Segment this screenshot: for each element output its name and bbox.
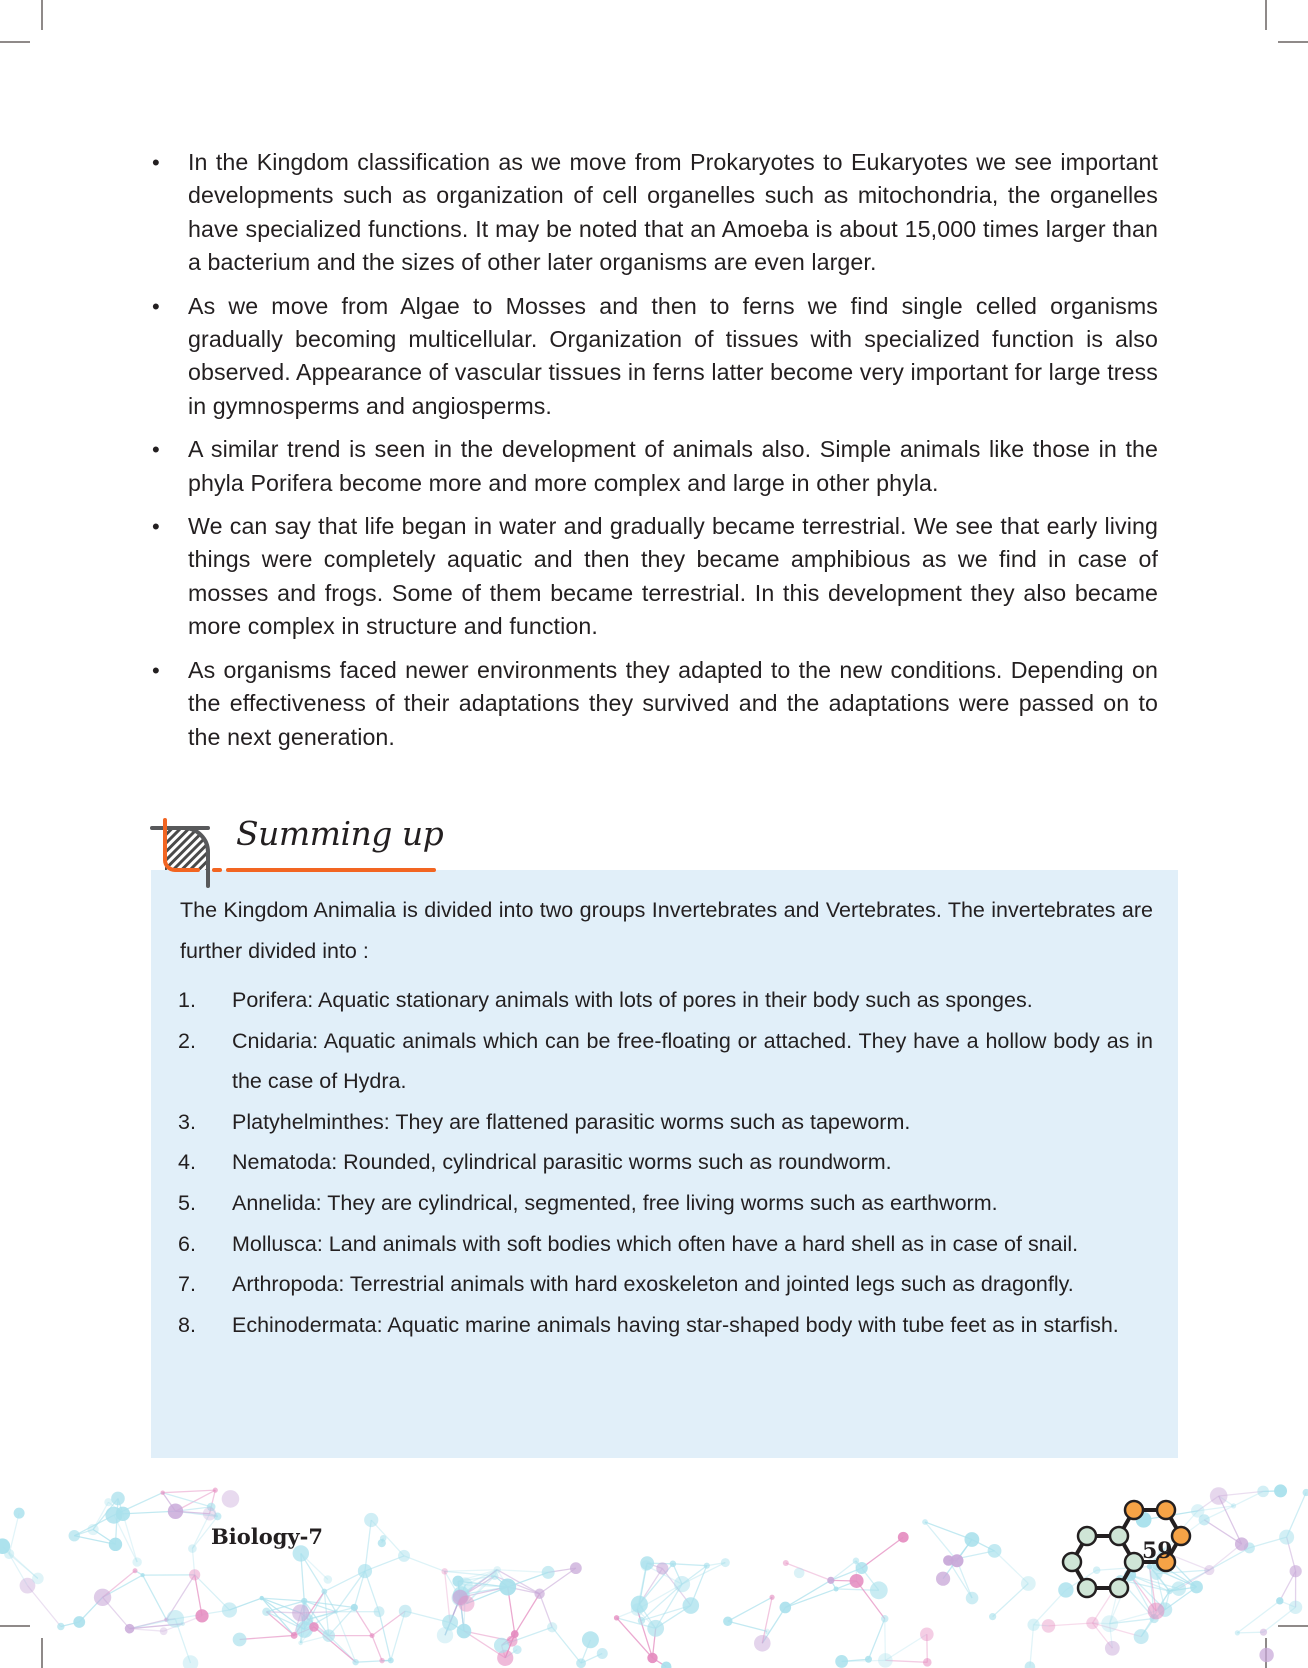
list-text: Nematoda: Rounded, cylindrical parasitic worms such as roundworm. bbox=[232, 1150, 892, 1175]
network-node bbox=[160, 1491, 164, 1495]
bullet-icon: • bbox=[152, 150, 160, 175]
network-node bbox=[827, 1577, 834, 1584]
summing-up-title: Summing up bbox=[236, 814, 444, 853]
network-node bbox=[352, 1659, 358, 1665]
network-node bbox=[881, 1615, 888, 1622]
network-link bbox=[266, 1612, 294, 1636]
network-node bbox=[379, 1658, 384, 1663]
network-node bbox=[856, 1562, 868, 1574]
network-node bbox=[534, 1589, 544, 1599]
network-link bbox=[379, 1612, 391, 1661]
bullet-item bbox=[152, 433, 1158, 500]
network-link bbox=[515, 1594, 540, 1634]
list-item bbox=[178, 1305, 1153, 1346]
network-node bbox=[513, 1645, 522, 1654]
network-link bbox=[728, 1621, 767, 1631]
list-number: 1. bbox=[178, 988, 196, 1012]
list-text: Annelida: They are cylindrical, segmented, free living worms such as earthworm. bbox=[232, 1190, 998, 1215]
molecule-node bbox=[1110, 1579, 1128, 1597]
key-points-list bbox=[152, 146, 1158, 764]
network-link bbox=[336, 1571, 365, 1612]
network-node bbox=[878, 1653, 893, 1668]
network-node bbox=[582, 1631, 599, 1648]
network-node bbox=[189, 1569, 200, 1580]
network-link bbox=[1237, 1632, 1263, 1633]
network-node bbox=[1259, 1648, 1273, 1662]
network-node bbox=[1021, 1576, 1036, 1591]
network-node bbox=[1086, 1617, 1098, 1629]
network-node bbox=[1027, 1619, 1039, 1631]
network-node bbox=[683, 1597, 700, 1614]
network-node bbox=[1235, 1537, 1248, 1550]
network-node bbox=[576, 1658, 586, 1668]
bullet-item bbox=[152, 146, 1158, 280]
summing-up-heading bbox=[148, 808, 448, 888]
network-node bbox=[499, 1578, 516, 1595]
network-node bbox=[104, 1498, 112, 1506]
list-number: 3. bbox=[178, 1109, 196, 1134]
network-link bbox=[163, 1490, 216, 1493]
network-link bbox=[372, 1636, 382, 1661]
network-node bbox=[491, 1572, 499, 1580]
bullet-text: We can say that life began in water and gradually became terrestrial. We see that early living things were completely aquatic and then they became amphibious as we find in case of mosses and frogs. Some of them became terrestrial. In this development they also became more complex in structure and function. bbox=[188, 513, 1158, 640]
network-link bbox=[404, 1556, 445, 1571]
molecule-node bbox=[1110, 1527, 1128, 1545]
network-link bbox=[540, 1594, 553, 1627]
network-node bbox=[1290, 1565, 1302, 1577]
network-link bbox=[9, 1513, 19, 1554]
network-node bbox=[457, 1624, 472, 1639]
network-link bbox=[673, 1564, 707, 1566]
network-node bbox=[399, 1605, 412, 1618]
summary-box bbox=[151, 870, 1178, 1458]
network-node bbox=[1274, 1484, 1287, 1497]
list-item bbox=[178, 1224, 1153, 1265]
bullet-icon: • bbox=[152, 514, 160, 540]
list-item bbox=[178, 1021, 1153, 1102]
network-node bbox=[721, 1558, 730, 1567]
list-text: Porifera: Aquatic stationary animals with lots of pores in their body such as sponges. bbox=[232, 988, 1033, 1012]
network-node bbox=[203, 1507, 216, 1520]
network-node bbox=[898, 1532, 909, 1543]
molecule-node bbox=[1157, 1501, 1175, 1519]
bullet-text: As we move from Algae to Mosses and then to ferns we find single celled organisms gradually becoming multicellular. Organization of tissues with specialized function is also observed. Appearance of vascular tissues in ferns latter become very important for large tress in gymnosperms and angiosperms. bbox=[188, 292, 1158, 419]
network-node bbox=[670, 1560, 677, 1567]
network-node bbox=[850, 1574, 864, 1588]
network-node bbox=[835, 1655, 848, 1668]
list-text: Platyhelminthes: They are flattened parasitic worms such as tapeworm. bbox=[232, 1109, 911, 1134]
network-node bbox=[704, 1563, 710, 1569]
network-node bbox=[597, 1648, 608, 1659]
network-node bbox=[57, 1623, 64, 1630]
network-link bbox=[868, 1619, 884, 1660]
network-node bbox=[631, 1596, 648, 1613]
network-node bbox=[298, 1641, 303, 1646]
network-node bbox=[1235, 1630, 1240, 1635]
network-node bbox=[988, 1544, 1002, 1558]
network-node bbox=[370, 1633, 375, 1638]
network-node bbox=[1210, 1487, 1228, 1505]
network-node bbox=[638, 1617, 645, 1624]
bullet-icon: • bbox=[152, 293, 160, 319]
network-link bbox=[143, 1575, 167, 1620]
network-node bbox=[754, 1635, 771, 1652]
network-node bbox=[292, 1604, 309, 1621]
molecule-node bbox=[1078, 1579, 1096, 1597]
network-node bbox=[614, 1615, 619, 1620]
network-node bbox=[769, 1595, 774, 1600]
network-node bbox=[920, 1627, 934, 1641]
bullet-item bbox=[152, 654, 1158, 754]
network-node bbox=[183, 1655, 199, 1668]
network-node bbox=[358, 1564, 372, 1578]
list-text: Cnidaria: Aquatic animals which can be free-floating or attached. They have a hollow body as in the case of Hydra. bbox=[232, 1028, 1153, 1094]
bullet-text: In the Kingdom classification as we move from Prokaryotes to Eukaryotes we see important developments such as organization of cell organelles such as mitochondria, the organelles have specialized functions. It may be noted that an Amoeba is about 15,000 times larger than a bacterium and the sizes of other later organisms are even larger. bbox=[188, 149, 1158, 276]
invertebrate-list bbox=[178, 980, 1153, 1345]
list-item bbox=[178, 1142, 1153, 1183]
network-node bbox=[922, 1519, 928, 1525]
network-node bbox=[437, 1627, 453, 1643]
bullet-item bbox=[152, 510, 1158, 644]
list-number: 8. bbox=[178, 1312, 196, 1337]
network-node bbox=[783, 1560, 789, 1566]
list-item bbox=[178, 980, 1153, 1021]
network-node bbox=[309, 1622, 319, 1632]
network-node bbox=[1303, 1489, 1308, 1496]
network-link bbox=[1237, 1601, 1279, 1633]
molecule-node bbox=[1172, 1527, 1190, 1545]
crop-mark-top-left-v bbox=[41, 0, 43, 30]
bullet-item bbox=[152, 290, 1158, 424]
network-node bbox=[125, 1624, 135, 1634]
network-node bbox=[1025, 1661, 1036, 1668]
network-node bbox=[640, 1556, 654, 1570]
molecule-hexagon-icon bbox=[1050, 1498, 1200, 1618]
list-item bbox=[178, 1183, 1153, 1224]
network-node bbox=[222, 1602, 237, 1617]
list-item bbox=[178, 1102, 1153, 1143]
network-node bbox=[181, 1622, 185, 1626]
network-node bbox=[94, 1589, 111, 1606]
bullet-text: As organisms faced newer environments they adapted to the new conditions. Depending on the effectiveness of their adaptations they survived and the adaptations were passed on to the next generation. bbox=[188, 656, 1158, 750]
network-node bbox=[1134, 1629, 1149, 1644]
network-link bbox=[1030, 1625, 1034, 1667]
molecule-node bbox=[1063, 1553, 1081, 1571]
list-item bbox=[178, 1264, 1153, 1305]
network-node bbox=[966, 1592, 979, 1605]
network-node bbox=[542, 1566, 555, 1579]
network-node bbox=[324, 1575, 333, 1584]
network-node bbox=[351, 1604, 358, 1611]
network-node bbox=[291, 1632, 298, 1639]
network-node bbox=[334, 1609, 338, 1613]
network-node bbox=[570, 1562, 582, 1574]
list-number: 2. bbox=[178, 1028, 196, 1053]
network-node bbox=[674, 1576, 690, 1592]
network-node bbox=[388, 1657, 394, 1663]
network-link bbox=[365, 1520, 371, 1571]
bullet-icon: • bbox=[152, 657, 160, 683]
list-number: 4. bbox=[178, 1150, 196, 1175]
network-node bbox=[374, 1606, 385, 1617]
network-link bbox=[123, 1511, 176, 1514]
network-node bbox=[116, 1507, 130, 1521]
network-node bbox=[764, 1629, 769, 1634]
network-node bbox=[1289, 1601, 1302, 1614]
network-node bbox=[262, 1608, 270, 1616]
network-node bbox=[14, 1508, 25, 1519]
network-link bbox=[786, 1563, 831, 1580]
network-node bbox=[1260, 1629, 1267, 1636]
network-link bbox=[1209, 1548, 1249, 1570]
network-node bbox=[1276, 1597, 1283, 1604]
network-link bbox=[728, 1597, 772, 1621]
page-number: 59 bbox=[1142, 1538, 1173, 1564]
network-node bbox=[647, 1620, 664, 1637]
network-node bbox=[160, 1627, 168, 1635]
network-node bbox=[547, 1622, 557, 1632]
list-number: 6. bbox=[178, 1231, 196, 1256]
list-text: Arthropoda: Terrestrial animals with hard exoskeleton and jointed legs such as dragonfly. bbox=[232, 1272, 1074, 1297]
bullet-icon: • bbox=[152, 437, 160, 463]
book-title: Biology-7 bbox=[211, 1524, 323, 1549]
network-node bbox=[168, 1504, 183, 1519]
network-node bbox=[780, 1602, 792, 1614]
network-node bbox=[943, 1555, 954, 1566]
molecule-node bbox=[1078, 1527, 1096, 1545]
network-node bbox=[1042, 1619, 1056, 1633]
network-link bbox=[862, 1537, 903, 1568]
crop-mark-top-right-v bbox=[1265, 0, 1267, 30]
network-node bbox=[1105, 1641, 1120, 1656]
network-node bbox=[1231, 1503, 1236, 1508]
network-node bbox=[865, 1656, 872, 1663]
network-node bbox=[132, 1557, 141, 1566]
network-node bbox=[834, 1586, 839, 1591]
network-node bbox=[260, 1596, 264, 1600]
network-node bbox=[213, 1488, 218, 1493]
network-node bbox=[222, 1490, 240, 1508]
network-node bbox=[656, 1562, 668, 1574]
list-number: 5. bbox=[178, 1190, 196, 1215]
network-node bbox=[870, 1581, 888, 1599]
network-node bbox=[494, 1638, 509, 1653]
network-node bbox=[989, 1613, 996, 1620]
network-node bbox=[794, 1568, 805, 1579]
network-node bbox=[141, 1573, 145, 1577]
network-node bbox=[936, 1572, 950, 1586]
list-number: 7. bbox=[178, 1272, 196, 1297]
network-node bbox=[964, 1532, 979, 1547]
network-node bbox=[322, 1629, 335, 1642]
network-link bbox=[130, 1629, 164, 1632]
network-node bbox=[321, 1589, 327, 1595]
network-link bbox=[304, 1601, 354, 1608]
network-link bbox=[371, 1520, 404, 1556]
list-text: Mollusca: Land animals with soft bodies which often have a hard shell as in case of snail. bbox=[232, 1231, 1079, 1256]
network-node bbox=[364, 1513, 378, 1527]
network-node bbox=[723, 1617, 732, 1626]
network-node bbox=[111, 1492, 125, 1506]
network-node bbox=[647, 1653, 657, 1663]
network-node bbox=[458, 1596, 474, 1612]
network-node bbox=[188, 1544, 197, 1553]
network-node bbox=[398, 1550, 410, 1562]
network-link bbox=[391, 1611, 405, 1660]
network-link bbox=[445, 1570, 498, 1572]
network-node bbox=[923, 1658, 932, 1667]
network-link bbox=[356, 1660, 391, 1662]
list-text: Echinodermata: Aquatic marine animals having star-shaped body with tube feet as in starfish. bbox=[232, 1312, 1119, 1337]
network-link bbox=[27, 1586, 60, 1627]
network-node bbox=[69, 1530, 80, 1541]
network-link bbox=[497, 1570, 548, 1573]
network-node bbox=[661, 1661, 671, 1668]
bullet-text: A similar trend is seen in the development of animals also. Simple animals like those in the phyla Porifera become more and more complex and large in other phyla. bbox=[188, 436, 1158, 496]
network-node bbox=[195, 1609, 208, 1622]
network-node bbox=[32, 1573, 44, 1585]
network-link bbox=[552, 1627, 581, 1663]
network-node bbox=[1204, 1565, 1214, 1575]
molecule-node bbox=[1125, 1553, 1143, 1571]
summary-intro: The Kingdom Animalia is divided into two groups Invertebrates and Vertebrates. The invertebrates are further divided into : bbox=[180, 898, 1153, 963]
network-node bbox=[233, 1633, 247, 1647]
network-link bbox=[885, 1634, 926, 1660]
network-node bbox=[133, 1568, 138, 1573]
crop-mark-top-right-h bbox=[1278, 41, 1308, 43]
network-node bbox=[73, 1616, 85, 1628]
network-node bbox=[1257, 1486, 1269, 1498]
network-node bbox=[441, 1568, 447, 1574]
network-node bbox=[301, 1598, 307, 1604]
network-node bbox=[1279, 1530, 1294, 1545]
network-node bbox=[452, 1576, 463, 1587]
network-link bbox=[617, 1618, 653, 1658]
network-node bbox=[87, 1524, 98, 1535]
network-link bbox=[240, 1635, 295, 1639]
crop-mark-top-left-h bbox=[0, 41, 30, 43]
molecule-node bbox=[1125, 1501, 1143, 1519]
network-node bbox=[378, 1539, 386, 1547]
network-node bbox=[109, 1538, 122, 1551]
